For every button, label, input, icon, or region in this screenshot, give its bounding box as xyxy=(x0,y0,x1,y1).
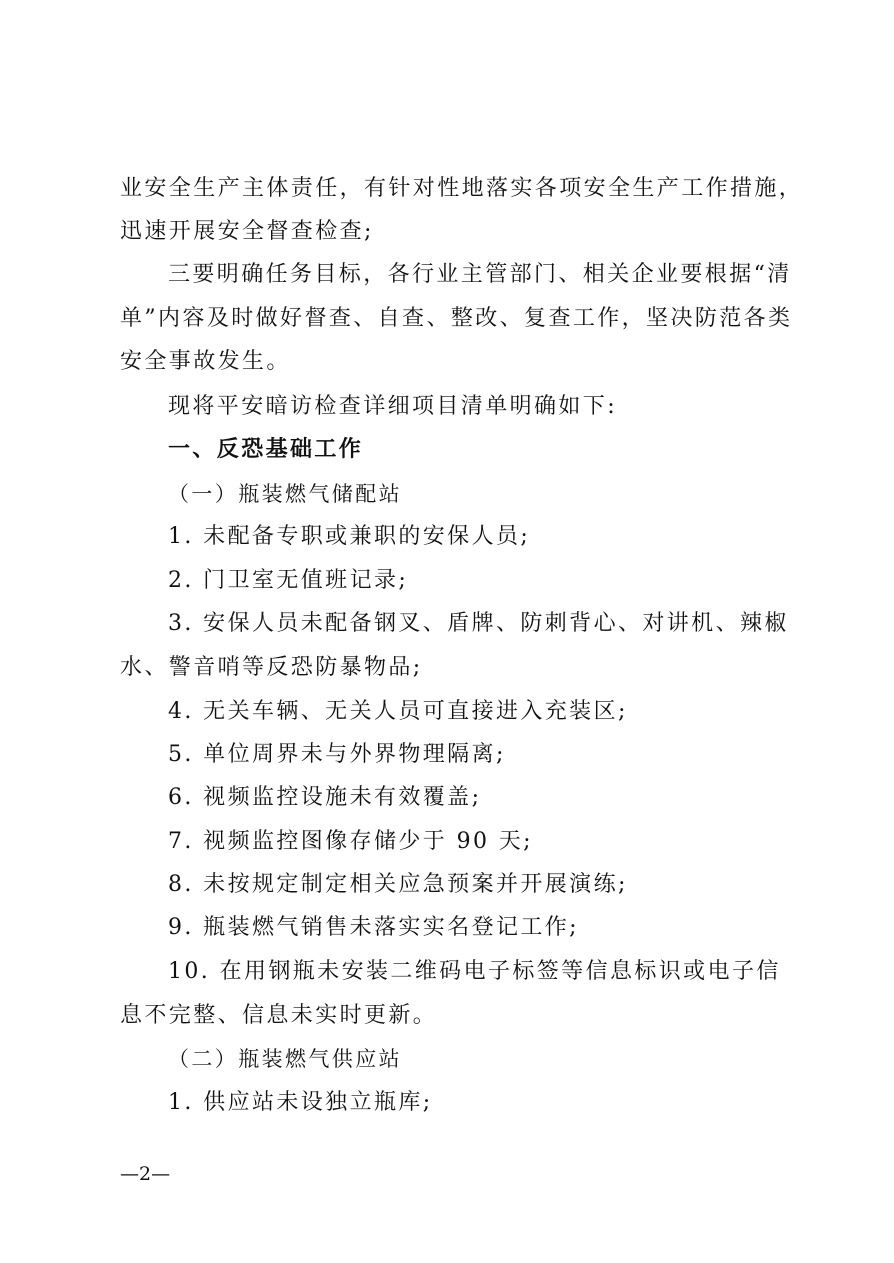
paragraph-line: 单”内容及时做好督查、自查、整改、复查工作，坚决防范各类 xyxy=(120,306,793,331)
subsection-heading: （二）瓶装燃气供应站 xyxy=(168,1047,402,1071)
list-item: 3. 安保人员未配备钢叉、盾牌、防刺背心、对讲机、辣椒 xyxy=(168,611,789,636)
list-item: 5. 单位周界未与外界物理隔离; xyxy=(168,742,506,767)
list-item: 7. 视频监控图像存储少于 90 天; xyxy=(168,829,533,854)
list-item: 1. 未配备专职或兼职的安保人员; xyxy=(168,524,531,549)
paragraph-line: 三要明确任务目标，各行业主管部门、相关企业要根据“清 xyxy=(168,262,792,287)
paragraph-line: 安全事故发生。 xyxy=(120,349,291,374)
section-heading: 一、反恐基础工作 xyxy=(168,437,364,462)
list-item: 8. 未按规定制定相关应急预案并开展演练; xyxy=(168,872,628,897)
list-item-continuation: 息不完整、信息未实时更新。 xyxy=(120,1003,438,1028)
list-item: 6. 视频监控设施未有效覆盖; xyxy=(168,785,482,810)
page-number: —2— xyxy=(120,1163,171,1185)
paragraph-line: 迅速开展安全督查检查; xyxy=(120,219,374,244)
paragraph-line: 现将平安暗访检查详细项目清单明确如下: xyxy=(168,394,618,419)
list-item: 4. 无关车辆、无关人员可直接进入充装区; xyxy=(168,699,628,724)
subsection-heading: （一）瓶装燃气储配站 xyxy=(168,482,402,506)
list-item: 10. 在用钢瓶未安装二维码电子标签等信息标识或电子信 xyxy=(168,959,781,984)
list-item-continuation: 水、警音哨等反恐防暴物品; xyxy=(120,655,423,680)
paragraph-line: 业安全生产主体责任，有针对性地落实各项安全生产工作措施， xyxy=(120,176,804,201)
list-item: 9. 瓶装燃气销售未落实实名登记工作; xyxy=(168,915,579,940)
list-item: 2. 门卫室无值班记录; xyxy=(168,568,409,593)
list-item: 1. 供应站未设独立瓶库; xyxy=(168,1090,433,1115)
